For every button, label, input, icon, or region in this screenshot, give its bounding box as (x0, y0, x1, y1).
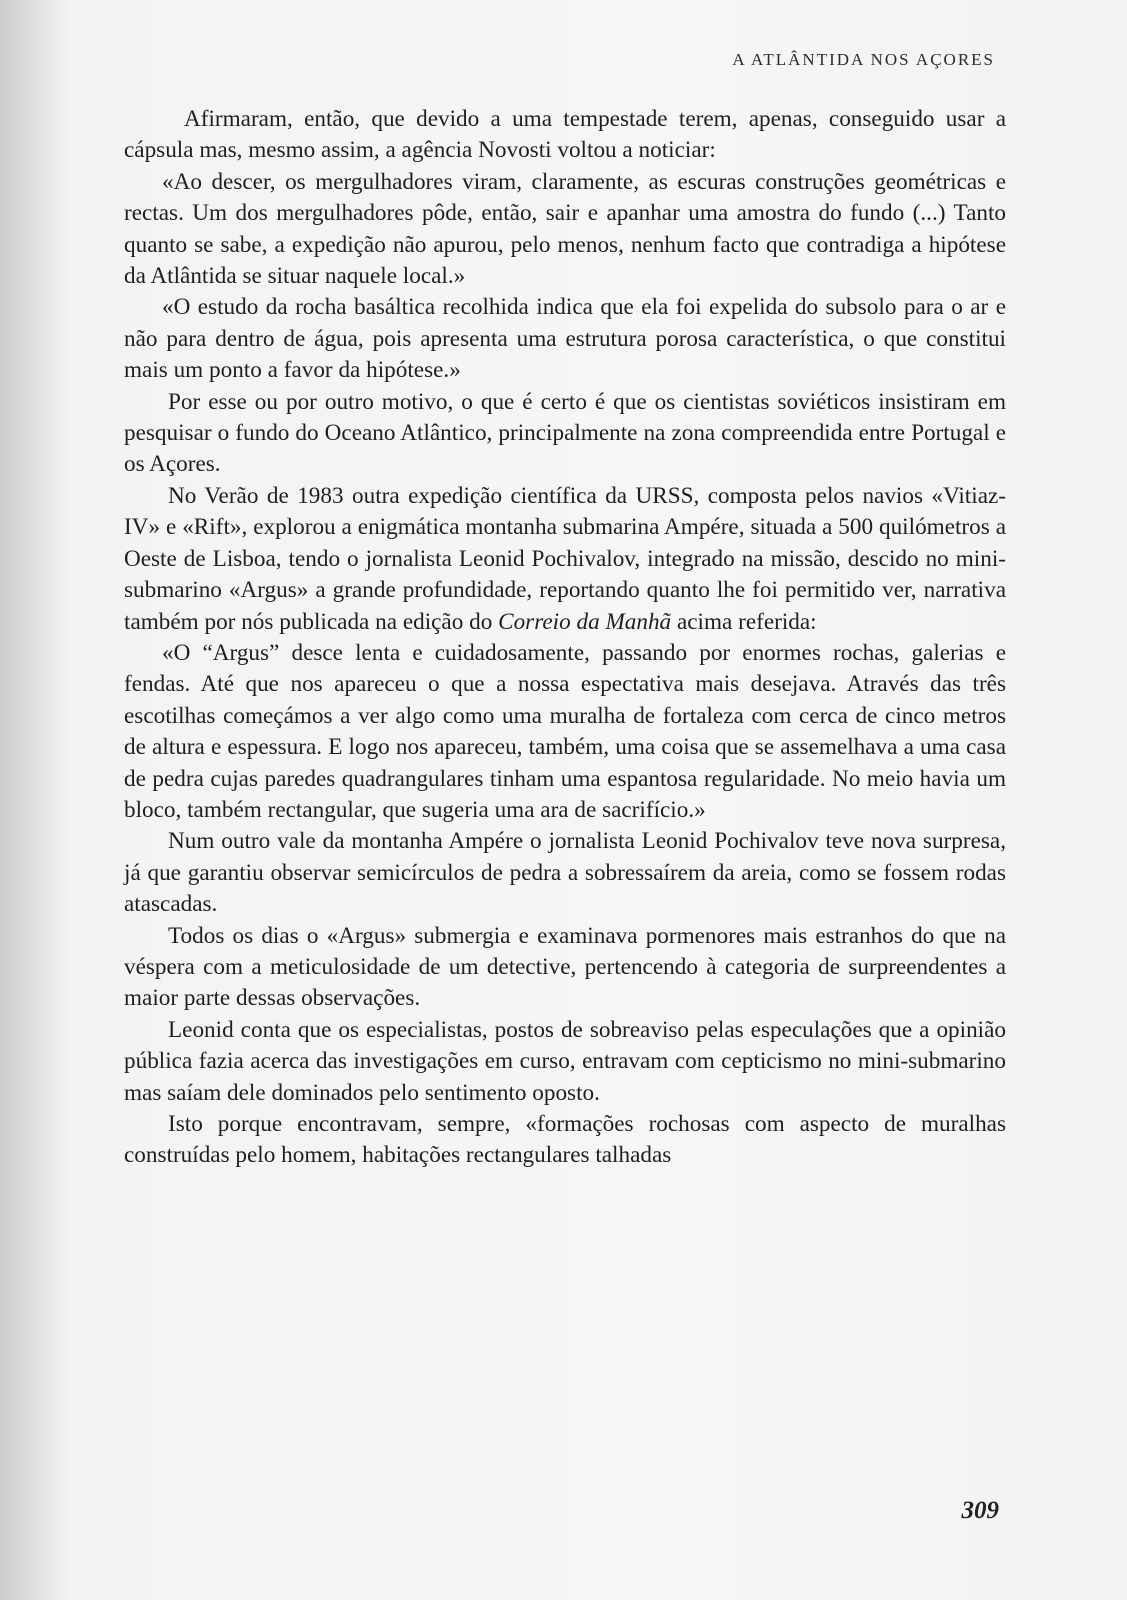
paragraph-5 (124, 481, 1006, 638)
paragraph-7: Num outro vale da montanha Ampére o jornalista Leonid Pochivalov teve nova surpresa, já que garantiu observar semicírculos de pedra a sobressaírem da areia, como se fossem rodas atascadas. (124, 828, 1006, 918)
paragraph-1: Afirmaram, então, que devido a uma tempestade terem, apenas, conseguido usar a cápsula mas, mesmo assim, a agência Novosti voltou a noticiar: (124, 106, 1006, 164)
paragraph-8: Todos os dias o «Argus» submergia e examinava pormenores mais estranhos do que na véspera com a meticulosidade de um detective, pertencendo à categoria de surpreendentes a maior parte dessas observações. (124, 922, 1006, 1012)
paragraph-2: «Ao descer, os mergulhadores viram, claramente, as escuras construções geométricas e rectas. Um dos mergulhadores pôde, então, sair e apanhar uma amostra do fundo (...) Tanto quanto se sabe, a expedição não apurou, pelo menos, nenhum facto que contradiga a hipótese da Atlântida se situar naquele local.» (124, 168, 1006, 290)
paragraph-6: «O “Argus” desce lenta e cuidadosamente, passando por enormes rochas, galerias e fendas. Até que nos apareceu o que a nossa espectativa mais desejava. Através das três escotilhas começámos a ver algo como uma muralha de fortaleza com cerca de cinco metros de altura e espessura. E logo nos apareceu, também, uma coisa que se assemelhava a uma casa de pedra cujas paredes quadrangulares tinham uma espantosa regularidade. No meio havia um bloco, também rectangular, que sugeria uma ara de sacrifício.» (124, 639, 1006, 823)
body-text (124, 104, 1006, 1172)
running-head: A ATLÂNTIDA NOS AÇORES (732, 50, 995, 69)
paragraph-10: Isto porque encontravam, sempre, «formações rochosas com aspecto de muralhas construídas pelo homem, habitações rectangulares talhadas (124, 1111, 1006, 1169)
paragraph-3: «O estudo da rocha basáltica recolhida indica que ela foi expelida do subsolo para o ar e não para dentro de água, pois apresenta uma estrutura porosa característica, o que constitui mais um ponto a favor da hipótese.» (124, 294, 1006, 384)
gutter-shadow (0, 0, 70, 1600)
paragraph-4: Por esse ou por outro motivo, o que é certo é que os cientistas soviéticos insistiram em pesquisar o fundo do Oceano Atlântico, principalmente na zona compreendida entre Portugal e os Açores. (124, 388, 1006, 478)
page-number: 309 (961, 1497, 999, 1524)
paragraph-5-text-a: No Verão de 1983 outra expedição científica da URSS, composta pelos navios «Vitiaz-IV» e «Rift», explorou a enigmática montanha submarina Ampére, situada a 500 quilómetros a Oeste de Lisboa, tendo o jornalista Leonid Pochivalov, integrado na missão, descido no mini-submarino «Argus» a grande profundidade, reportando quanto lhe foi permitido ver, narrativa também por nós publicada na edição do (124, 482, 1006, 635)
paragraph-9: Leonid conta que os especialistas, postos de sobreaviso pelas especulações que a opinião pública fazia acerca das investigações em curso, entravam com cepticismo no mini-submarino mas saíam dele dominados pelo sentimento oposto. (124, 1016, 1006, 1106)
newspaper-title: Correio da Manhã (498, 608, 672, 635)
paragraph-5-text-b: acima referida: (671, 608, 817, 635)
